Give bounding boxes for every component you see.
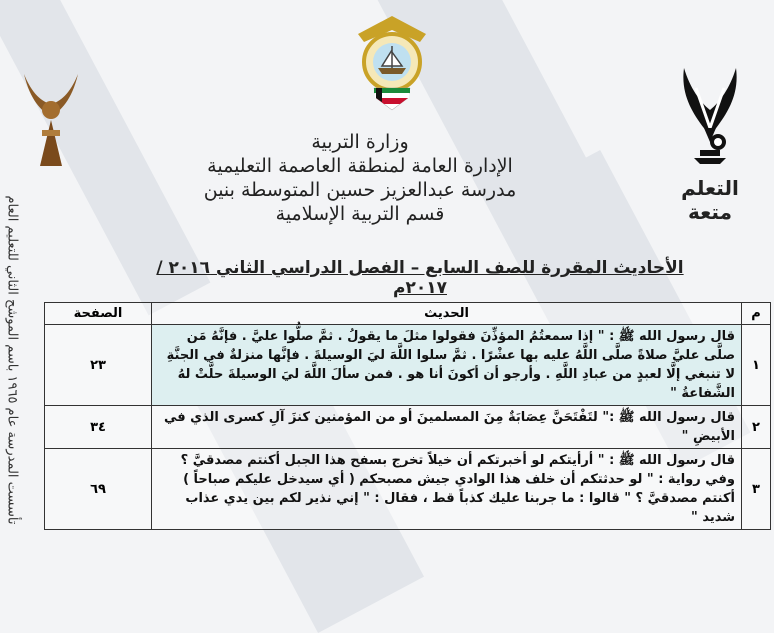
school-logo-icon xyxy=(20,70,82,170)
letterhead xyxy=(150,130,570,226)
column-header-hadith: الحديث xyxy=(152,303,742,325)
page-number: ٦٩ xyxy=(45,449,152,530)
education-logo-icon xyxy=(660,58,760,170)
hadith-text: قال رسول الله ﷺ : " إذا سمعتُمُ المؤذِّنَ فقولوا مثلَ ما يقولُ . ثمَّ صلُّوا عليَّ . فإنَّهُ مَن صلَّى عليَّ صلاةً صلَّى اللَّهُ عليه بها عشْرًا . ثمَّ سلوا اللَّهَ ليَ الوسيلةَ . فإنَّها منزلةٌ في الجنَّةِ لا تنبغي إلَّا لعبدٍ من عبادِ اللَّهِ . وأرجو أن أكونَ أنا هو . فمن سألَ اللَّهَ ليَ الوسيلةَ حلَّتْ لهُ الشَّفاعةُ " xyxy=(152,325,742,406)
page-number: ٣٤ xyxy=(45,406,152,449)
column-header-num: م xyxy=(742,303,771,325)
right-logo xyxy=(660,58,760,224)
directorate-name: الإدارة العامة لمنطقة العاصمة التعليمية xyxy=(207,155,513,177)
vertical-caption-text: تأسست المدرسة عام ١٩٦٥ باسم الموشح الثاني للتعليم العام xyxy=(4,195,20,525)
hadith-text: قال رسول الله ﷺ :" لتَفْتَحَنَّ عِصَابَةٌ مِنَ المسلمينَ أو من المؤمنين كنزَ آلِ كسرى الذي في الأبيضِ " xyxy=(152,406,742,449)
document-title: الأحاديث المقررة للصف السابع – الفصل الدراسي الثاني ٢٠١٦ / ٢٠١٧م xyxy=(156,258,684,298)
row-number: ٢ xyxy=(742,406,771,449)
ministry-name: وزارة التربية xyxy=(311,131,409,153)
table-row xyxy=(45,406,771,449)
table-row xyxy=(45,449,771,530)
page-number: ٢٣ xyxy=(45,325,152,406)
table-header-row xyxy=(45,303,771,325)
table-row xyxy=(45,325,771,406)
hadith-table xyxy=(44,302,771,530)
row-number: ١ xyxy=(742,325,771,406)
column-header-page: الصفحة xyxy=(45,303,152,325)
row-number: ٣ xyxy=(742,449,771,530)
department-name: قسم التربية الإسلامية xyxy=(275,203,445,225)
school-name: مدرسة عبدالعزيز حسين المتوسطة بنين xyxy=(203,179,517,201)
vertical-caption xyxy=(0,180,26,540)
kuwait-emblem-icon xyxy=(352,12,432,116)
right-logo-text: التعلم متعة xyxy=(681,176,739,224)
hadith-text: قال رسول الله ﷺ : " أرأيتكم لو أخبرتكم أن خيلاً تخرج بسفح هذا الجبل أكنتم مصدقيَّ ؟ وفي رواية : " لو حدثتكم أن خلف هذا الوادي جيش مصبحكم ( أي سيدخل عليكم صباحاً ) أكنتم مصدقيَّ ؟ " قالوا : ما جربنا عليك كذباً قط ، فقال : " إني نذير لكم بين يدي عذاب شديد " xyxy=(152,449,742,530)
